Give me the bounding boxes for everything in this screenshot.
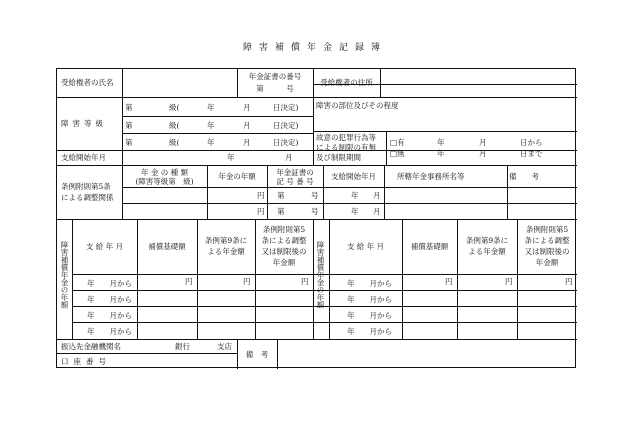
annual-suppl-header-2: 条による調整	[261, 236, 307, 245]
cert-number-label: 年金証書の番号	[248, 72, 302, 81]
crime-label-line1: 故意の犯罪行為等	[316, 133, 376, 142]
account-label: 口座番号	[61, 357, 111, 366]
adj-remarks-label: 備 考	[509, 172, 539, 181]
pension-office-label: 所轄年金事務所名等	[397, 172, 465, 181]
recipient-address-label: 受給権者の住所	[320, 78, 373, 87]
record-form	[56, 68, 576, 368]
adj-row-year: 年	[351, 207, 359, 216]
crime-label-line3: 及び制限期間	[316, 153, 361, 162]
bank-label: 振込先金融機関名	[61, 342, 121, 351]
grade-row-day: 日決定)	[273, 103, 299, 112]
adjustment-label-line1: 条例附則第5条	[61, 182, 111, 191]
annual-month-header: 支 給 年 月	[85, 242, 124, 251]
adjustment-label-line2: による調整関係	[61, 193, 114, 202]
bank-remarks-label: 備 考	[245, 350, 269, 359]
injury-label: 障害の部位及びその程度	[316, 101, 399, 110]
start-month: 月	[285, 153, 293, 162]
adj-row-yen: 円	[257, 207, 265, 216]
annual-suppl-header-3: 又は制限後の	[524, 247, 570, 256]
annual-yen: 円	[243, 277, 251, 286]
annual-yen: 円	[301, 277, 309, 286]
grade-row-year: 年	[207, 121, 215, 130]
adj-row-year: 年	[351, 191, 359, 200]
annual-suppl-header-4: 年金額	[535, 258, 559, 267]
crime-to-year: 年	[437, 149, 445, 158]
annual-suppl-header-1: 条例附則第5	[525, 225, 569, 234]
bank-suffix: 銀行	[175, 342, 190, 351]
adj-row-dai: 第	[277, 207, 285, 216]
grade-row-year: 年	[207, 103, 215, 112]
annual-yen: 円	[565, 277, 573, 286]
annual-yen: 円	[185, 277, 193, 286]
grade-row-day: 日決定)	[273, 138, 299, 147]
annual-yen: 円	[505, 277, 513, 286]
adj-start-label: 支給開始年月	[331, 172, 376, 181]
annual-side-label-right: 障害補償年金の年額	[316, 241, 325, 309]
start-year: 年	[227, 153, 235, 162]
grade-row-month: 月	[243, 138, 251, 147]
annual-suppl-header-3: 又は制限後の	[261, 247, 307, 256]
grade-row-month: 月	[243, 121, 251, 130]
page-title: 障害補償年金記録簿	[242, 43, 387, 53]
pension-amount-label: 年金の年額	[218, 172, 256, 181]
annual-suppl-header-1: 条例附則第5	[262, 225, 306, 234]
adj-row-go: 号	[311, 191, 319, 200]
annual-row-month: 年 月から	[87, 279, 132, 288]
annual-row-month: 年 月から	[87, 327, 132, 336]
crime-no-checkbox[interactable]: □無	[390, 149, 405, 158]
annual-row-month: 年 月から	[87, 311, 132, 320]
pension-cert-label-1: 年金証書の	[276, 168, 314, 177]
adj-row-month: 月	[373, 207, 381, 216]
annual-art9-header-2: よる年金額	[207, 247, 245, 256]
crime-from-month: 月	[479, 138, 487, 147]
branch-suffix: 支店	[217, 342, 232, 351]
annual-suppl-header-2: 条による調整	[524, 236, 570, 245]
annual-base-header: 補償基礎額	[410, 242, 449, 251]
annual-side-label-left: 障害補償年金の年額	[60, 241, 69, 309]
grade-row-day: 日決定)	[273, 121, 299, 130]
annual-art9-header-2: よる年金額	[468, 247, 506, 256]
crime-to-month: 月	[479, 149, 487, 158]
grade-row-dai: 第	[125, 103, 133, 112]
grade-row-month: 月	[243, 103, 251, 112]
annual-suppl-header-4: 年金額	[272, 258, 296, 267]
annual-row-month: 年 月から	[347, 311, 392, 320]
pension-cert-label-2: 記 号 番 号	[276, 177, 314, 186]
grade-row-kyu: 級(	[169, 121, 180, 130]
crime-from-year: 年	[437, 138, 445, 147]
annual-row-month: 年 月から	[87, 295, 132, 304]
adj-row-go: 号	[311, 207, 319, 216]
cert-number-sub: 第 号	[256, 84, 294, 93]
grade-row-dai: 第	[125, 138, 133, 147]
crime-to-day: 日まで	[520, 149, 543, 158]
annual-base-header: 補償基礎額	[148, 242, 186, 251]
adj-row-month: 月	[373, 191, 381, 200]
adj-row-dai: 第	[277, 191, 285, 200]
adj-row-yen: 円	[257, 191, 265, 200]
recipient-name-label: 受給権者の氏名	[61, 78, 114, 87]
grade-label: 障害等級	[61, 119, 107, 128]
pension-kind-label: 年 金 の 種 類	[140, 168, 189, 177]
grade-row-year: 年	[207, 138, 215, 147]
crime-from-day: 日から	[520, 138, 543, 147]
annual-art9-header-1: 条例第9条に	[204, 236, 248, 245]
grade-row-dai: 第	[125, 121, 133, 130]
annual-month-header: 支 給 年 月	[346, 242, 385, 251]
pension-kind-grade: (障害等級第 級)	[135, 177, 194, 186]
annual-art9-header-1: 条例第9条に	[465, 236, 509, 245]
annual-row-month: 年 月から	[347, 327, 392, 336]
start-label: 支給開始年月	[61, 153, 106, 162]
annual-row-month: 年 月から	[347, 279, 392, 288]
grade-row-kyu: 級(	[169, 138, 180, 147]
grade-row-kyu: 級(	[169, 103, 180, 112]
crime-label-line2: による制限の有無	[316, 143, 376, 152]
crime-yes-checkbox[interactable]: □有	[390, 138, 405, 147]
annual-row-month: 年 月から	[347, 295, 392, 304]
annual-yen: 円	[445, 277, 453, 286]
